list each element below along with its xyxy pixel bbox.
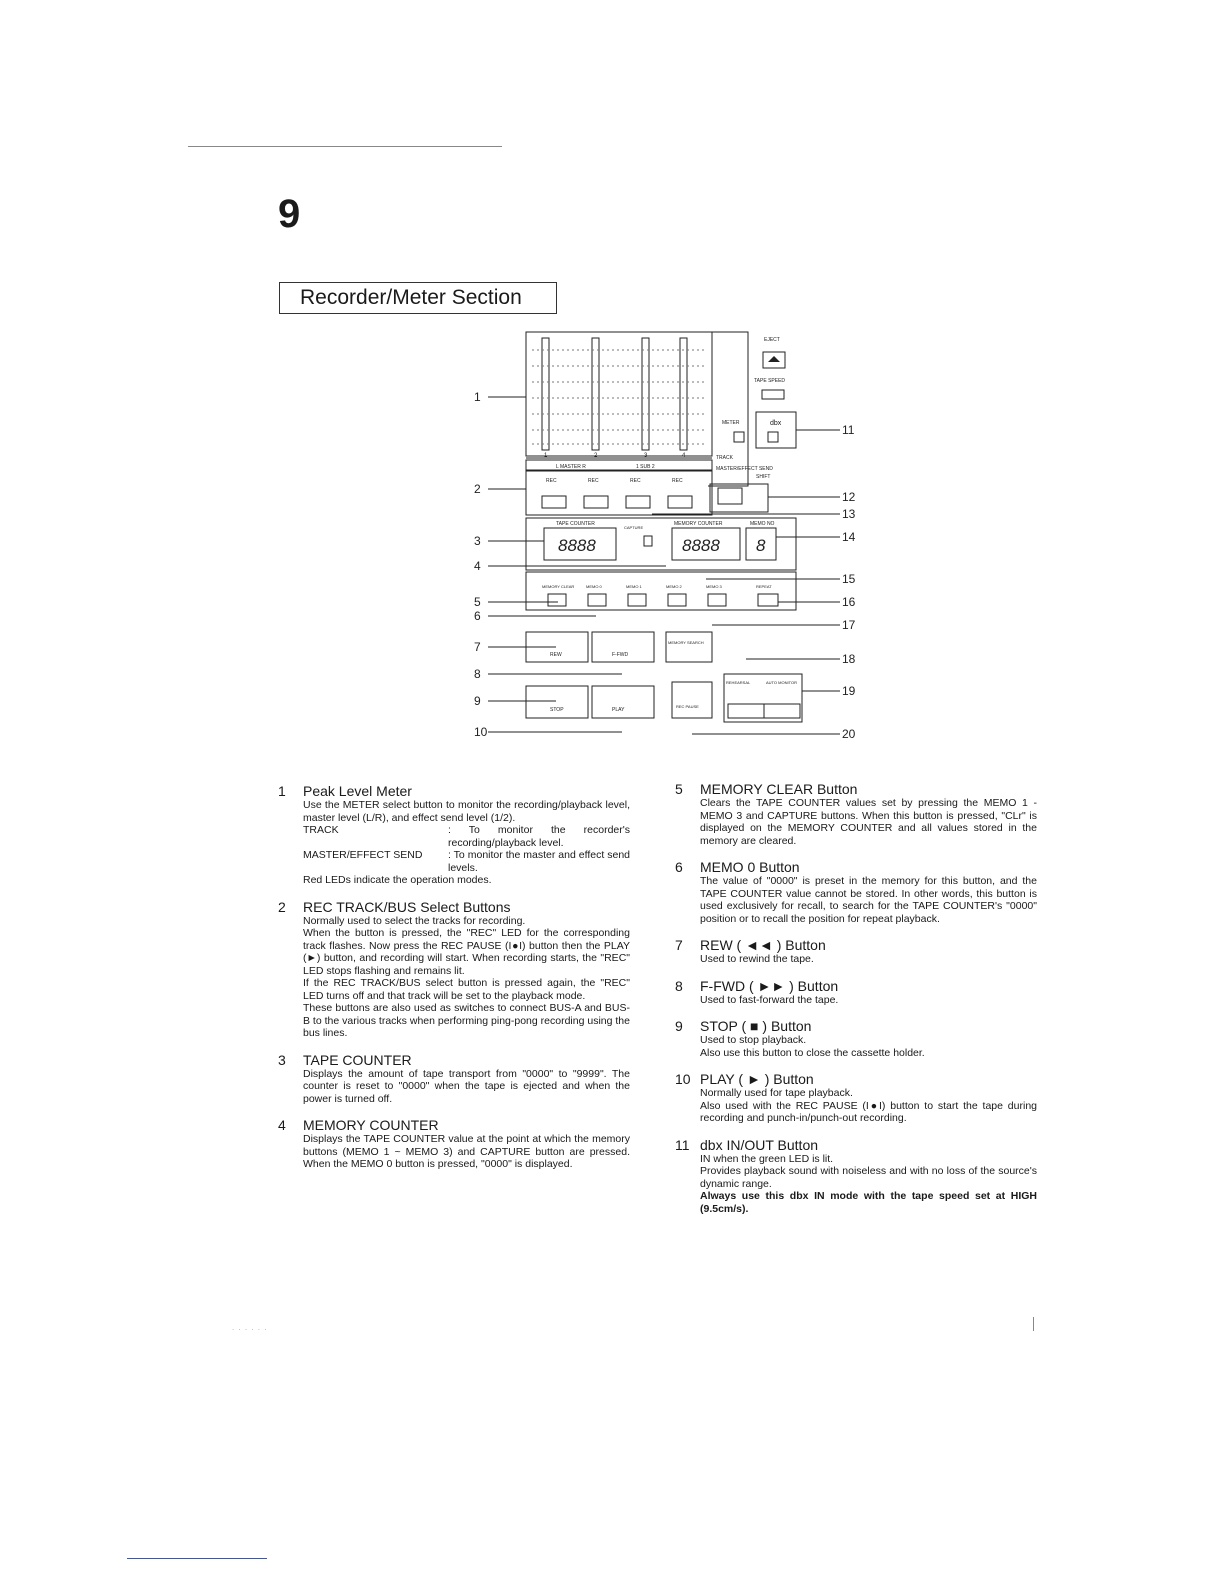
master-label-sub: 1 SUB 2 [636,464,655,470]
section-title: Recorder/Meter Section [300,286,522,309]
item-title: Peak Level Meter [303,783,412,799]
item-6 [675,859,1037,925]
memory-search-label: MEMORY SEARCH [668,640,704,645]
item-title: MEMORY CLEAR Button [700,781,858,797]
rec-label-3: REC [630,478,641,484]
meter-columns [532,338,706,450]
scan-artifact: . . . . . . [232,1323,268,1332]
ffwd-label: F-FWD [612,652,629,658]
recorder-panel-diagram [466,326,866,746]
callout-15: 15 [842,572,856,586]
item-text: Use the METER select button to monitor the recording/playback level, master level (L/R), and effect send level (1/2). [303,799,630,824]
callout-10: 10 [474,725,488,739]
item-number: 1 [278,783,286,799]
scan-artifact-bar [1033,1317,1034,1331]
tape-speed-label: TAPE SPEED [754,378,786,384]
tape-speed-switch[interactable] [762,390,784,399]
item-number: 10 [675,1071,691,1087]
eject-label: EJECT [764,337,780,343]
callout-3: 3 [474,534,481,548]
eject-icon [768,356,780,362]
stop-button[interactable] [526,686,588,718]
description-column-right [675,781,1037,1227]
callout-16: 16 [842,595,856,609]
item-text: Normally used to select the tracks for recording. [303,914,526,927]
item-text: Also used with the REC PAUSE (I●I) button to start the tape during recording and punch-in/punch-out recording. [700,1099,1037,1124]
memo2-label: MEMO 2 [666,584,682,589]
dbx-block [756,412,796,448]
dbx-button[interactable] [768,432,778,442]
callout-7: 7 [474,640,481,654]
item-text: The value of "0000" is preset in the memory for this button, and the TAPE COUNTER value cannot be stored. In other words, this button is used exclusively for recall, to search for the TAPE COUNTER's "0000" position or to recall the position for repeat playback. [700,875,1037,925]
memo3-button[interactable] [708,594,726,606]
item-text: Used to rewind the tape. [700,953,814,965]
item-text: Used to stop playback. [700,1034,807,1046]
auto-monitor-label: AUTO MONITOR [766,680,797,685]
meter-select-button[interactable] [734,432,744,442]
tape-counter-label: TAPE COUNTER [556,521,595,527]
memory-counter-digits: 8888 [682,536,720,555]
callout-9: 9 [474,694,481,708]
item-3 [278,1052,630,1106]
description-column-left [278,783,630,1183]
memo1-button[interactable] [628,594,646,606]
item-10 [675,1071,1037,1125]
callout-14: 14 [842,530,856,544]
callout-20: 20 [842,727,856,741]
memo0-label: MEMO 0 [586,584,602,589]
callout-5: 5 [474,595,481,609]
item-5 [675,781,1037,847]
item-text: When the button is pressed, the "REC" LED for the corresponding track flashes. Now press the REC PAUSE (I●I) button then the PLAY (►) button, and recording will start. When recording starts, the "REC" LED stops flashing and remains lit. [303,927,630,977]
meter-label-3: 3 [644,453,648,459]
item-number: 11 [675,1136,690,1153]
memory-clear-button[interactable] [548,594,566,606]
rec-track-button-2[interactable] [584,496,608,508]
definition-desc: : To monitor the master and effect send levels. [448,849,630,874]
rew-label: REW [550,652,562,658]
item-number: 4 [278,1117,286,1133]
callout-18: 18 [842,652,856,666]
memo2-button[interactable] [668,594,686,606]
capture-label: CAPTURE [624,525,644,530]
meter-button-label: METER [722,420,740,426]
meter-label-1: 1 [544,453,548,459]
item-8 [675,978,1037,1007]
master-effect-label: MASTER/EFFECT SEND [716,466,773,472]
item-number: 5 [675,781,683,797]
item-text: Used to fast-forward the tape. [700,993,839,1006]
item-number: 7 [675,937,683,953]
rec-track-button-3[interactable] [626,496,650,508]
track-label: TRACK [716,455,733,461]
meter-label-4: 4 [682,453,686,459]
item-text: Provides playback sound with noiseless and with no loss of the source's dynamic range. [700,1165,1037,1190]
item-number: 2 [278,898,286,915]
meter-label-2: 2 [594,453,598,459]
definition-row [303,849,630,874]
callout-1: 1 [474,390,481,404]
item-1 [278,783,630,887]
memo0-button[interactable] [588,594,606,606]
item-number: 6 [675,859,683,875]
item-7 [675,937,1037,966]
item-text: Also use this button to close the cassette holder. [700,1046,925,1059]
rec-pause-button[interactable] [672,682,712,718]
item-title: STOP ( ■ ) Button [700,1018,812,1034]
rec-label-4: REC [672,478,683,484]
memo1-label: MEMO 1 [626,584,642,589]
shift-label: SHIFT [756,474,771,480]
item-text: Red LEDs indicate the operation modes. [303,874,492,886]
page-number: 9 [278,192,301,236]
stop-label: STOP [550,707,564,713]
item-number: 3 [278,1051,286,1068]
item-text: Clears the TAPE COUNTER values set by pressing the MEMO 1 - MEMO 3 and CAPTURE buttons. When this button is pressed, "CLr" is displayed on the MEMORY COUNTER and all values stored in the memory are cleared. [700,797,1037,847]
item-9 [675,1018,1037,1059]
item-number: 9 [675,1018,683,1034]
item-title: PLAY ( ► ) Button [700,1071,814,1087]
footer-rule [127,1558,267,1559]
repeat-button[interactable] [758,594,778,606]
rec-track-button-4[interactable] [668,496,692,508]
rehearsal-button[interactable] [728,704,764,718]
section-heading-box [279,282,557,314]
definition-row [303,824,630,849]
item-title: REC TRACK/BUS Select Buttons [303,898,511,915]
rec-label-1: REC [546,478,557,484]
meter-block [526,332,712,456]
memory-clear-label: MEMORY CLEAR [542,584,575,589]
definition-term: MASTER/EFFECT SEND [303,849,423,861]
rec-label-2: REC [588,478,599,484]
rec-track-button-1[interactable] [542,496,566,508]
rec-pause-label: REC PAUSE [676,704,699,709]
callout-2: 2 [474,482,481,496]
item-title: TAPE COUNTER [303,1051,412,1068]
definition-desc: : To monitor the recorder's recording/playback level. [448,824,630,849]
item-11 [675,1137,1037,1216]
item-title: MEMO 0 Button [700,859,800,875]
memo3-label: MEMO 3 [706,584,722,589]
callout-4: 4 [474,559,481,573]
callout-17: 17 [842,618,856,632]
item-text: Displays the TAPE COUNTER value at the point at which the memory buttons (MEMO 1 ~ MEMO 3) and CAPTURE button are pressed. When the MEMO 0 button is pressed, "0000" is displayed. [303,1133,630,1170]
dbx-label: dbx [770,420,782,427]
item-2 [278,899,630,1040]
item-text: Normally used for tape playback. [700,1087,853,1099]
memory-counter-label: MEMORY COUNTER [674,521,723,527]
definition-term: TRACK [303,824,339,836]
shift-button[interactable] [718,488,742,504]
play-label: PLAY [612,707,625,713]
memory-search-button[interactable] [666,632,712,662]
item-title: F-FWD ( ►► ) Button [700,977,839,994]
memo-no-digit: 8 [756,536,766,555]
repeat-label: REPEAT [756,584,772,589]
item-title: dbx IN/OUT Button [700,1136,819,1153]
capture-button[interactable] [644,536,652,546]
rehearsal-label: REHEARSAL [726,680,751,685]
item-title: MEMORY COUNTER [303,1117,439,1133]
item-title: REW ( ◄◄ ) Button [700,937,826,953]
callout-11: 11 [842,423,855,437]
play-button[interactable] [592,686,654,718]
callout-13: 13 [842,507,856,521]
tape-counter-digits: 8888 [558,536,596,555]
memo-no-label: MEMO NO [750,521,775,527]
item-text: These buttons are also used as switches to connect BUS-A and BUS-B to the various tracks when performing ping-pong recording using the bus lines. [303,1002,630,1039]
item-text: IN when the green LED is lit. [700,1152,834,1165]
item-number: 8 [675,977,683,994]
callout-19: 19 [842,684,856,698]
callout-8: 8 [474,667,481,681]
auto-monitor-button[interactable] [764,704,800,718]
callout-12: 12 [842,490,856,504]
item-text: Always use this dbx IN mode with the tape speed set at HIGH (9.5cm/s). [700,1190,1037,1215]
master-label-lr: L MASTER R [556,464,586,470]
item-text: If the REC TRACK/BUS select button is pressed again, the "REC" LED turns off and that track will be set to the playback mode. [303,977,630,1002]
header-rule [188,146,502,147]
item-4 [278,1117,630,1171]
callout-6: 6 [474,609,481,623]
item-text: Displays the amount of tape transport from "0000" to "9999". The counter is reset to "0000" when the tape is ejected and when the power is turned off. [303,1067,630,1105]
